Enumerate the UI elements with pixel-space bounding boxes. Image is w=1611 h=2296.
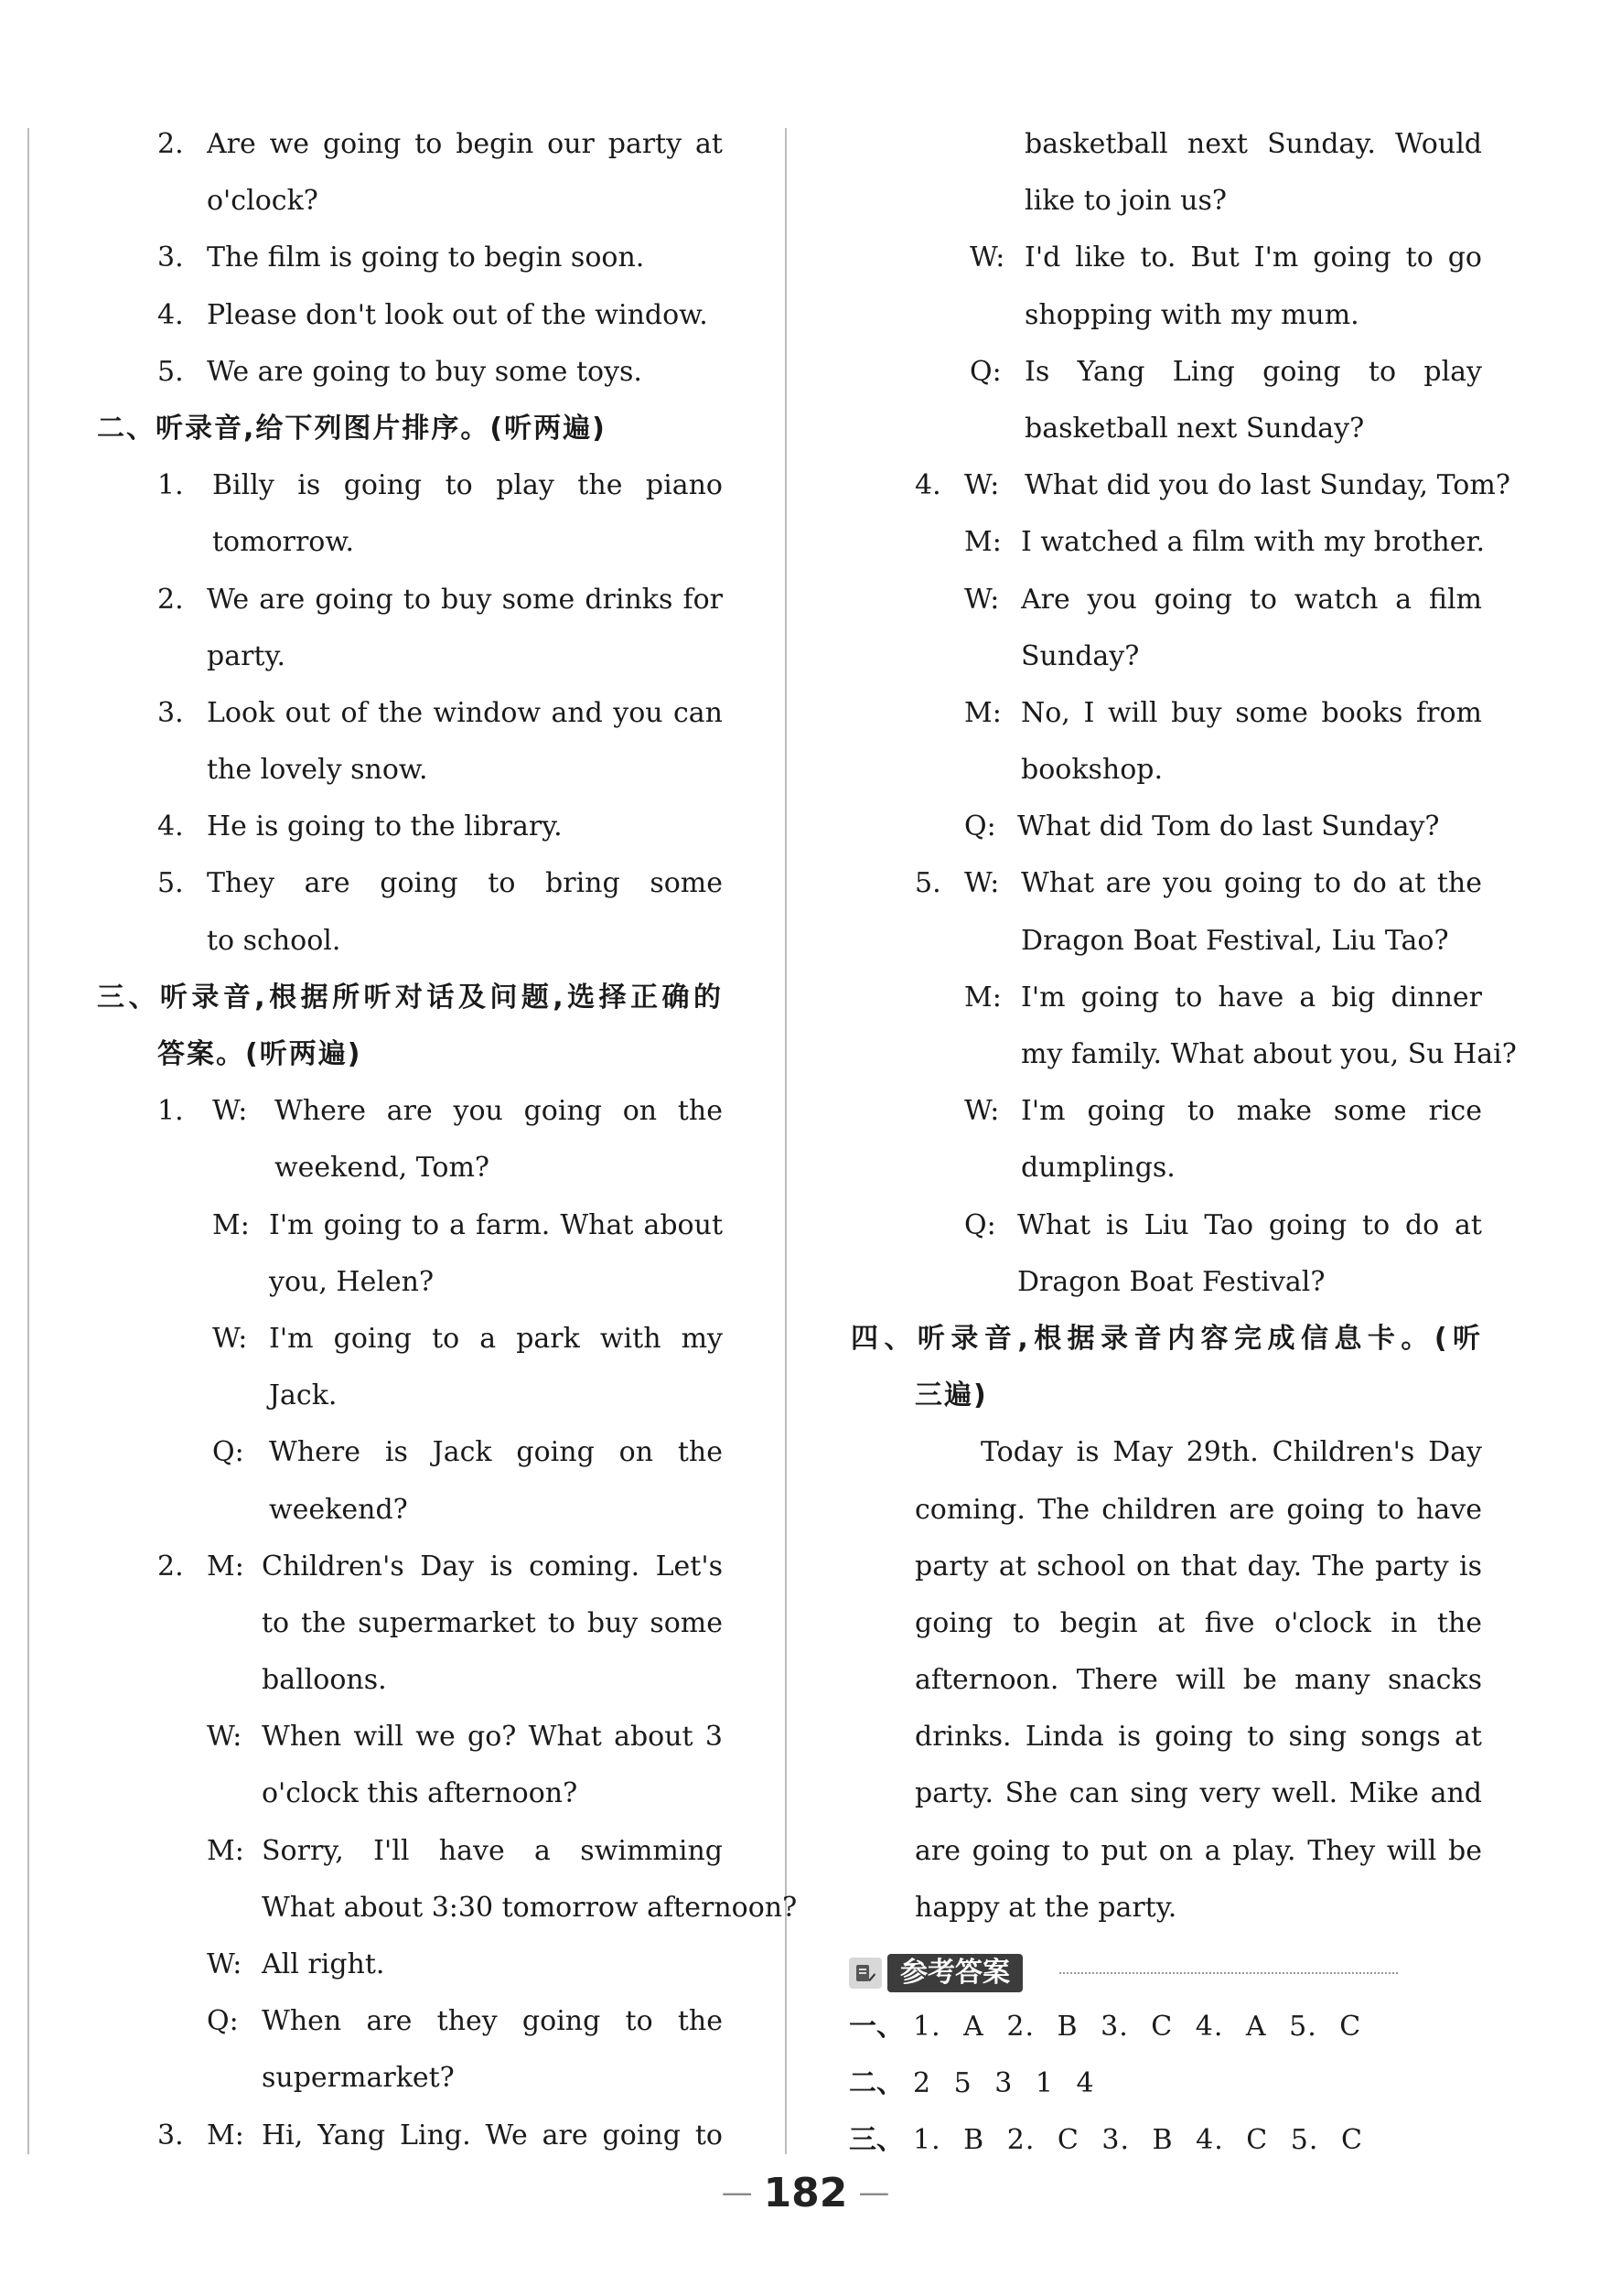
item-number: 5. — [915, 867, 941, 900]
right-column — [842, 121, 1517, 1941]
line-text: I'm going to a farm. What about — [269, 1208, 723, 1241]
text-line — [91, 1088, 732, 1144]
line-text: They are going to bring some — [207, 867, 723, 900]
text-line — [91, 2112, 732, 2169]
line-text: coming. The children are going to have — [915, 1493, 1482, 1526]
text-line — [842, 121, 1482, 177]
line-text: Is Yang Ling going to play — [1025, 355, 1482, 388]
text-line — [91, 1144, 732, 1201]
line-text: shopping with my mum. — [1025, 298, 1359, 331]
speaker-label: W: — [212, 1322, 248, 1355]
text-line — [91, 917, 732, 974]
left-margin-rule — [27, 128, 29, 2154]
line-text: weekend? — [269, 1493, 408, 1526]
text-line — [91, 349, 732, 405]
section-heading: 二、听录音,给下列图片排序。(听两遍) — [97, 412, 607, 445]
item-number: 2. — [157, 583, 184, 616]
text-line — [91, 633, 732, 690]
speaker-label: W: — [964, 469, 1000, 502]
line-text: Sunday? — [1021, 639, 1140, 672]
item-number: 2. — [157, 1550, 184, 1583]
text-line — [91, 1259, 732, 1315]
line-text: are going to put on a play. They will be — [915, 1834, 1482, 1867]
line-text: We are going to buy some drinks for — [207, 583, 723, 616]
page-number-value: 182 — [763, 2170, 848, 2216]
text-line — [91, 1884, 798, 1941]
item-number: 1. — [157, 469, 184, 502]
speaker-label: W: — [964, 867, 1000, 900]
speaker-label: Q: — [964, 810, 996, 843]
text-line — [91, 690, 732, 746]
speaker-label: M: — [964, 981, 1002, 1014]
text-line — [91, 1031, 732, 1088]
text-line — [842, 177, 1482, 234]
line-text: I'd like to. But I'm going to go — [1025, 241, 1482, 274]
line-text: Dragon Boat Festival, Liu Tao? — [1021, 924, 1449, 957]
line-text: afternoon. There will be many snacks — [915, 1664, 1482, 1697]
text-line — [842, 462, 1510, 519]
text-line — [842, 1770, 1482, 1827]
answer-line — [849, 2003, 1489, 2060]
line-text: drinks. Linda is going to sing songs at — [915, 1721, 1482, 1754]
text-line — [91, 1828, 732, 1884]
text-line — [91, 1315, 732, 1372]
text-line — [91, 1372, 732, 1429]
line-text: party. She can sing very well. Mike and — [915, 1777, 1482, 1810]
text-line — [91, 1543, 732, 1600]
speaker-label: W: — [207, 1948, 242, 1980]
text-line — [91, 1998, 732, 2055]
text-line — [842, 576, 1482, 633]
line-text: happy at the party. — [915, 1891, 1177, 1924]
line-text: Billy is going to play the piano — [212, 469, 723, 502]
text-line — [91, 1941, 732, 1998]
line-text: party. — [207, 639, 285, 672]
text-line — [842, 860, 1482, 917]
answer-line — [849, 2060, 1489, 2117]
answer-values: 1. A 2. B 3. C 4. A 5. C — [913, 2011, 1362, 2043]
answer-section-label: 二、 — [849, 2067, 904, 2100]
item-number: 4. — [157, 810, 184, 843]
text-line — [91, 405, 732, 462]
speaker-label: Q: — [207, 2005, 239, 2038]
item-number: 3. — [157, 2119, 184, 2151]
page-number-dash-left: — — [721, 2174, 753, 2211]
line-text: All right. — [262, 1948, 385, 1980]
line-text: Are you going to watch a film — [1021, 583, 1482, 616]
speaker-label: M: — [964, 526, 1002, 559]
text-line — [91, 1202, 732, 1259]
item-number: 1. — [157, 1095, 184, 1128]
text-line — [842, 1144, 1482, 1201]
speaker-label: Q: — [964, 1208, 996, 1241]
text-line — [91, 1713, 732, 1770]
speaker-label: W: — [207, 1721, 242, 1754]
line-text: Dragon Boat Festival? — [1017, 1265, 1326, 1298]
text-line — [842, 974, 1482, 1031]
line-text: you, Helen? — [269, 1265, 435, 1298]
text-line — [842, 349, 1482, 405]
text-line — [842, 1202, 1482, 1259]
line-text: o'clock this afternoon? — [262, 1777, 578, 1810]
text-line — [842, 1259, 1482, 1315]
line-text: my family. What about you, Su Hai? — [1021, 1038, 1517, 1070]
text-line — [842, 917, 1482, 974]
left-column — [91, 121, 798, 2169]
item-number: 5. — [157, 867, 184, 900]
answer-key-list — [849, 2003, 1489, 2174]
speaker-label: W: — [212, 1095, 248, 1128]
book-pen-icon — [849, 1958, 882, 1989]
text-line — [842, 1657, 1482, 1713]
speaker-label: W: — [964, 1095, 1000, 1128]
text-line — [91, 177, 732, 234]
text-line — [842, 1088, 1482, 1144]
line-text: I'm going to a park with my — [269, 1322, 723, 1355]
line-text: Hi, Yang Ling. We are going to — [262, 2119, 723, 2151]
text-line — [91, 1600, 732, 1657]
line-text: Today is May 29th. Children's Day — [981, 1436, 1482, 1469]
text-line — [91, 746, 732, 803]
line-text: Please don't look out of the window. — [207, 298, 708, 331]
speaker-label: M: — [207, 1834, 244, 1867]
item-number: 4. — [915, 469, 941, 502]
line-text: going to begin at five o'clock in the — [915, 1606, 1482, 1639]
line-text: We are going to buy some toys. — [207, 355, 642, 388]
text-line — [842, 519, 1486, 575]
item-number: 2. — [157, 128, 184, 160]
answer-key-label: 参考答案 — [887, 1954, 1023, 1992]
line-text: Where are you going on the — [274, 1095, 723, 1128]
text-line — [842, 1713, 1482, 1770]
text-line — [842, 292, 1482, 349]
line-text: party at school on that day. The party is — [915, 1550, 1482, 1583]
line-text: bookshop. — [1021, 754, 1164, 787]
text-line — [91, 1770, 732, 1827]
text-line — [842, 1543, 1482, 1600]
text-line — [91, 1429, 732, 1486]
text-line — [842, 1828, 1482, 1884]
line-text: I'm going to have a big dinner — [1021, 981, 1482, 1014]
line-text: He is going to the library. — [207, 810, 563, 843]
line-text: When will we go? What about 3 — [262, 1721, 723, 1754]
text-line — [842, 1600, 1482, 1657]
text-line — [91, 576, 732, 633]
answer-values: 2 5 3 1 4 — [913, 2067, 1095, 2100]
line-text: basketball next Sunday? — [1025, 412, 1365, 445]
line-text: No, I will buy some books from — [1021, 696, 1482, 729]
line-text: What about 3:30 tomorrow afternoon? — [262, 1891, 798, 1924]
text-line — [842, 690, 1482, 746]
text-line — [842, 1884, 1482, 1941]
speaker-label: M: — [964, 696, 1002, 729]
text-line — [842, 633, 1482, 690]
line-text: I watched a film with my brother. — [1021, 526, 1486, 559]
text-line — [91, 2055, 732, 2111]
item-number: 3. — [157, 696, 184, 729]
item-number: 3. — [157, 241, 184, 274]
text-line — [91, 519, 732, 575]
dotted-leader — [1059, 1972, 1398, 1974]
line-text: I'm going to make some rice — [1021, 1095, 1482, 1128]
speaker-label: W: — [964, 583, 1000, 616]
text-line — [842, 1031, 1517, 1088]
line-text: the lovely snow. — [207, 754, 428, 787]
text-line — [842, 1429, 1482, 1486]
speaker-label: W: — [970, 241, 1005, 274]
line-text: What is Liu Tao going to do at — [1017, 1208, 1482, 1241]
text-line — [91, 860, 732, 917]
text-line — [842, 746, 1482, 803]
text-line — [91, 974, 732, 1031]
text-line — [91, 462, 732, 519]
line-text: What are you going to do at the — [1021, 867, 1482, 900]
section-heading: 三遍) — [915, 1379, 988, 1412]
speaker-label: Q: — [212, 1436, 244, 1469]
section-heading: 答案。(听两遍) — [157, 1038, 362, 1070]
text-line — [91, 121, 732, 177]
line-text: weekend, Tom? — [274, 1152, 489, 1185]
line-text: When are they going to the — [262, 2005, 723, 2038]
line-text: Are we going to begin our party at — [207, 128, 723, 160]
section-heading: 四、听录音,根据录音内容完成信息卡。(听 — [851, 1322, 1482, 1355]
speaker-label: M: — [207, 1550, 244, 1583]
item-number: 5. — [157, 355, 184, 388]
text-line — [91, 1657, 732, 1713]
text-line — [91, 1486, 732, 1543]
text-line — [842, 1486, 1482, 1543]
line-text: basketball next Sunday. Would — [1025, 128, 1482, 160]
text-line — [842, 803, 1482, 860]
line-text: Where is Jack going on the — [269, 1436, 723, 1469]
text-line — [91, 292, 732, 349]
line-text: Look out of the window and you can — [207, 696, 723, 729]
line-text: Children's Day is coming. Let's — [262, 1550, 723, 1583]
line-text: supermarket? — [262, 2062, 455, 2095]
answer-values: 1. B 2. C 3. B 4. C 5. C — [913, 2124, 1363, 2157]
section-heading: 三、听录音,根据所听对话及问题,选择正确的 — [97, 981, 723, 1014]
text-line — [842, 1372, 1482, 1429]
page-number — [0, 2170, 1611, 2216]
line-text: o'clock? — [207, 185, 318, 218]
speaker-label: M: — [212, 1208, 250, 1241]
answer-section-label: 三、 — [849, 2124, 904, 2157]
line-text: What did Tom do last Sunday? — [1017, 810, 1440, 843]
line-text: to the supermarket to buy some — [262, 1606, 723, 1639]
speaker-label: Q: — [970, 355, 1002, 388]
line-text: dumplings. — [1021, 1152, 1176, 1185]
item-number: 4. — [157, 298, 184, 331]
page-number-dash-right: — — [858, 2174, 890, 2211]
text-line — [842, 405, 1482, 462]
answer-section-label: 一、 — [849, 2011, 904, 2043]
text-line — [842, 1315, 1482, 1372]
line-text: What did you do last Sunday, Tom? — [1025, 469, 1510, 502]
line-text: tomorrow. — [212, 526, 355, 559]
column-divider — [785, 128, 787, 2154]
line-text: balloons. — [262, 1664, 387, 1697]
text-line — [91, 803, 732, 860]
line-text: Jack. — [269, 1379, 338, 1412]
line-text: like to join us? — [1025, 185, 1227, 218]
speaker-label: M: — [207, 2119, 244, 2151]
line-text: The film is going to begin soon. — [207, 241, 645, 274]
answer-line — [849, 2117, 1489, 2173]
line-text: to school. — [207, 924, 341, 957]
text-line — [842, 234, 1482, 291]
text-line — [91, 234, 732, 291]
line-text: Sorry, I'll have a swimming — [262, 1834, 723, 1867]
